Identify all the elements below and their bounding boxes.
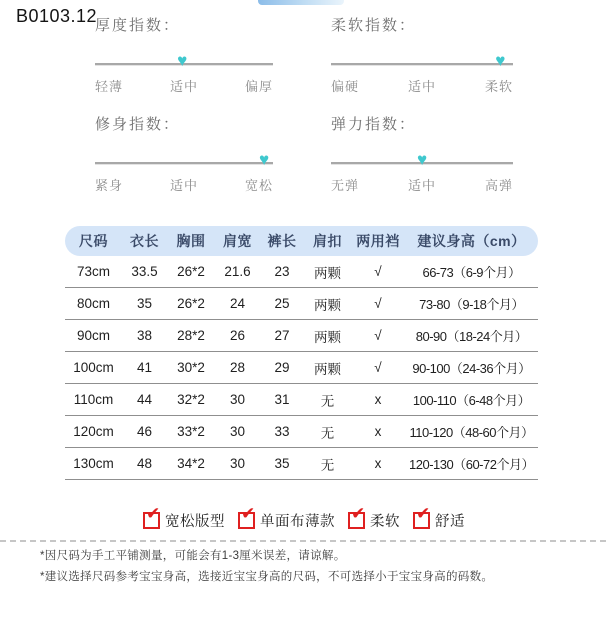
size-table xyxy=(65,226,538,480)
feature-item xyxy=(348,504,400,531)
size-table-row xyxy=(65,448,538,480)
indicator-title: 厚度指数： xyxy=(95,17,181,34)
size-table-cell: 30 xyxy=(215,384,260,416)
size-table-cell: 两颗 xyxy=(304,320,351,352)
size-table-cell: 30*2 xyxy=(167,352,215,384)
size-table-cell: 120-130（60-72个月） xyxy=(405,448,538,480)
size-table-header-row xyxy=(65,226,538,256)
size-table-cell: 27 xyxy=(260,320,304,352)
size-table-cell: √ xyxy=(351,256,405,288)
size-table-cell: 73-80（9-18个月） xyxy=(405,288,538,320)
size-table-cell: 24 xyxy=(215,288,260,320)
size-table-header-cell: 尺码 xyxy=(65,226,122,256)
size-table-cell: 80-90（18-24个月） xyxy=(405,320,538,352)
size-table-cell: 无 xyxy=(304,384,351,416)
size-table-cell: x xyxy=(351,416,405,448)
size-table-cell: 33.5 xyxy=(122,256,167,288)
size-table-header-cell: 衣长 xyxy=(122,226,167,256)
slider-label: 紧身 xyxy=(95,178,124,193)
size-table-cell: 73cm xyxy=(65,256,122,288)
fit-slider xyxy=(95,150,273,170)
slider-label: 宽松 xyxy=(244,178,273,193)
indicator-thickness xyxy=(95,14,273,95)
size-table-cell: 38 xyxy=(122,320,167,352)
size-table-cell: 130cm xyxy=(65,448,122,480)
size-table-cell: 26*2 xyxy=(167,288,215,320)
size-table-cell: 21.6 xyxy=(215,256,260,288)
slider-labels xyxy=(95,175,273,194)
size-table-cell: 110cm xyxy=(65,384,122,416)
slider-track xyxy=(331,63,513,65)
slider-labels xyxy=(331,76,513,95)
indicator-grid xyxy=(95,14,513,194)
indicator-softness xyxy=(331,14,513,95)
slider-track xyxy=(95,162,273,164)
heart-marker-icon: ♥ xyxy=(495,51,506,70)
size-table-cell: 33*2 xyxy=(167,416,215,448)
indicator-title: 柔软指数： xyxy=(331,17,417,34)
size-table-cell: 两颗 xyxy=(304,352,351,384)
size-table-cell: 31 xyxy=(260,384,304,416)
size-table-cell: 无 xyxy=(304,448,351,480)
size-table-cell: 29 xyxy=(260,352,304,384)
size-table-cell: √ xyxy=(351,352,405,384)
size-table-cell: 26 xyxy=(215,320,260,352)
slider-label: 偏厚 xyxy=(244,79,273,94)
feature-label: 宽松版型 xyxy=(165,514,225,530)
size-table-header-cell: 两用裆 xyxy=(351,226,405,256)
size-table-cell: 28 xyxy=(215,352,260,384)
slider-label: 无弹 xyxy=(331,178,360,193)
heart-marker-icon: ♥ xyxy=(416,150,428,169)
top-decorative-streak xyxy=(258,0,344,5)
indicator-title: 修身指数： xyxy=(95,116,181,133)
size-table-header-cell: 建议身高（cm） xyxy=(405,226,538,256)
size-table-cell: 90-100（24-36个月） xyxy=(405,352,538,384)
slider-labels xyxy=(95,76,273,95)
size-table-header-cell: 肩宽 xyxy=(215,226,260,256)
slider-labels xyxy=(331,175,513,194)
slider-label: 高弹 xyxy=(484,178,513,193)
red-checkbox-icon: ✔ xyxy=(348,512,365,529)
heart-marker-icon: ♥ xyxy=(259,150,270,169)
feature-item xyxy=(413,504,465,531)
heart-marker-icon: ♥ xyxy=(177,51,188,70)
indicator-elasticity xyxy=(331,113,513,194)
size-table-cell: 23 xyxy=(260,256,304,288)
feature-label: 舒适 xyxy=(435,514,465,530)
note-line: *建议选择尺码参考宝宝身高，选接近宝宝身高的尺码，不可选择小于宝宝身高的码数。 xyxy=(40,571,494,583)
size-table-cell: 28*2 xyxy=(167,320,215,352)
indicator-title: 弹力指数： xyxy=(331,116,417,133)
note-line: *因尺码为手工平铺测量，可能会有1-3厘米误差，请谅解。 xyxy=(40,550,346,562)
slider-label: 适中 xyxy=(407,79,436,94)
size-table-cell: 120cm xyxy=(65,416,122,448)
size-table-cell: 30 xyxy=(215,448,260,480)
size-table-header-cell: 裤长 xyxy=(260,226,304,256)
size-table-cell: 100-110（6-48个月） xyxy=(405,384,538,416)
notes xyxy=(40,546,585,588)
size-table-cell: 46 xyxy=(122,416,167,448)
size-table-header-cell: 胸围 xyxy=(167,226,215,256)
size-table-cell: 35 xyxy=(122,288,167,320)
size-table-cell: √ xyxy=(351,320,405,352)
feature-label: 柔软 xyxy=(370,514,400,530)
size-table-cell: 30 xyxy=(215,416,260,448)
size-table-cell: 两颗 xyxy=(304,256,351,288)
size-table-cell: 35 xyxy=(260,448,304,480)
size-table-cell: 33 xyxy=(260,416,304,448)
size-table-cell: x xyxy=(351,384,405,416)
indicator-fit xyxy=(95,113,273,194)
size-table-row xyxy=(65,352,538,384)
size-table-header-cell: 肩扣 xyxy=(304,226,351,256)
feature-item xyxy=(143,504,225,531)
size-table-cell: 44 xyxy=(122,384,167,416)
slider-label: 适中 xyxy=(407,178,436,193)
size-table-cell: 26*2 xyxy=(167,256,215,288)
size-table-row xyxy=(65,416,538,448)
size-table-cell: 90cm xyxy=(65,320,122,352)
slider-label: 偏硬 xyxy=(331,79,360,94)
size-table-cell: 无 xyxy=(304,416,351,448)
red-checkbox-icon: ✔ xyxy=(413,512,430,529)
size-table-cell: 100cm xyxy=(65,352,122,384)
slider-label: 柔软 xyxy=(484,79,513,94)
size-table-row xyxy=(65,320,538,352)
product-code: B0103.12 xyxy=(16,6,98,26)
size-table-cell: 48 xyxy=(122,448,167,480)
size-table-cell: 80cm xyxy=(65,288,122,320)
size-table-cell: 两颗 xyxy=(304,288,351,320)
size-table-cell: 34*2 xyxy=(167,448,215,480)
slider-label: 适中 xyxy=(169,178,198,193)
size-table-cell: 41 xyxy=(122,352,167,384)
slider-label: 适中 xyxy=(169,79,198,94)
size-table-row xyxy=(65,384,538,416)
size-table-body xyxy=(65,256,538,480)
slider-label: 轻薄 xyxy=(95,79,124,94)
elasticity-slider xyxy=(331,150,513,170)
feature-label: 单面布薄款 xyxy=(260,514,335,530)
size-table-cell: x xyxy=(351,448,405,480)
feature-item xyxy=(238,504,335,531)
size-table-cell: 25 xyxy=(260,288,304,320)
size-table-cell: √ xyxy=(351,288,405,320)
softness-slider xyxy=(331,51,513,71)
dashed-divider xyxy=(0,540,608,542)
thickness-slider xyxy=(95,51,273,71)
red-checkbox-icon: ✔ xyxy=(238,512,255,529)
size-table-row xyxy=(65,288,538,320)
red-checkbox-icon: ✔ xyxy=(143,512,160,529)
size-table-cell: 110-120（48-60个月） xyxy=(405,416,538,448)
size-table-row xyxy=(65,256,538,288)
size-table-cell: 32*2 xyxy=(167,384,215,416)
size-table-cell: 66-73（6-9个月） xyxy=(405,256,538,288)
feature-list xyxy=(0,504,608,531)
